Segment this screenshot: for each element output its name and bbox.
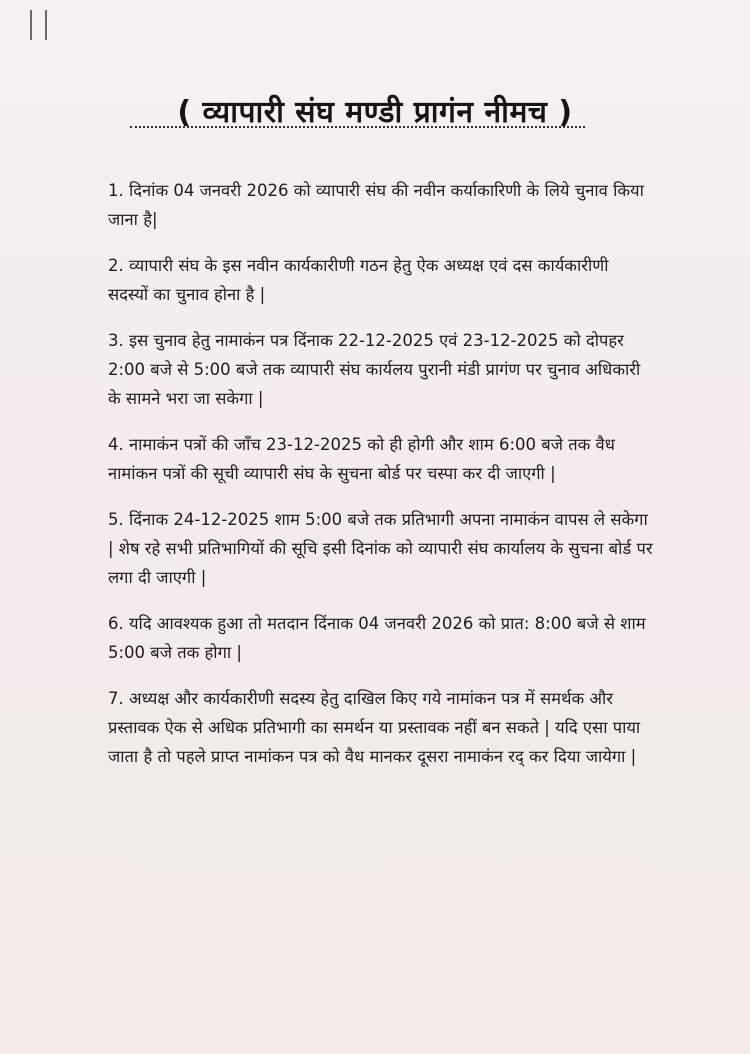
notice-point-3: 3. इस चुनाव हेतु नामाकंन पत्र दिंनाक 22-12-2025 एवं 23-12-2025 को दोपहर 2:00 बजे से 5:00 बजे तक व्यापारी संघ कार्यलय पुरानी मंडी प्रागंण पर चुनाव अधिकारी के सामने भरा जा सकेगा | xyxy=(108,331,641,408)
notice-point-4: 4. नामाकंन पत्रों की जाँच 23-12-2025 को ही होगी और शाम 6:00 बजे तक वैध नामांकन पत्रों की सूची व्यापारी संघ के सुचना बोर्ड पर चस्पा कर दी जाएगी | xyxy=(108,435,615,483)
document-title: ( व्यापारी संघ मण्डी प्रागंन नीमच ) xyxy=(177,95,573,130)
notice-point-1: 1. दिनांक 04 जनवरी 2026 को व्यापारी संघ की नवीन कर्याकारिणी के लिये चुनाव किया जाना है| xyxy=(108,181,644,229)
notice-point-2: 2. व्यापारी संघ के इस नवीन कार्यकारीणी गठन हेतु ऐक अध्यक्ष एवं दस कार्यकारीणी सदस्यों का चुनाव होना है | xyxy=(108,256,609,304)
margin-mark xyxy=(30,10,32,40)
margin-mark xyxy=(45,10,47,40)
notice-points xyxy=(108,176,653,788)
notice-point-7: 7. अध्यक्ष और कार्यकारीणी सदस्य हेतु दाखिल किए गये नामांकन पत्र में समर्थक और प्रस्तावक ऐक से अधिक प्रतिभागी का समर्थन या प्रस्तावक नहीं बन सकते | यदि एसा पाया जाता है तो पहले प्राप्त नामांकन पत्र को वैध मानकर दूसरा नामाकंन रद् कर दिया जायेगा | xyxy=(108,689,641,766)
notice-point-6: 6. यदि आवश्यक हुआ तो मतदान दिंनाक 04 जनवरी 2026 को प्रात: 8:00 बजे से शाम 5:00 बजे तक होगा | xyxy=(108,614,646,662)
notice-point-5: 5. दिंनाक 24-12-2025 शाम 5:00 बजे तक प्रतिभागी अपना नामाकंन वापस ले सकेगा | शेष रहे सभी प्रतिभागियों की सूचि इसी दिनांक को व्यापारी संघ कार्यालय के सुचना बोर्ड पर लगा दी जाएगी | xyxy=(108,510,653,587)
title-underline xyxy=(130,126,585,128)
